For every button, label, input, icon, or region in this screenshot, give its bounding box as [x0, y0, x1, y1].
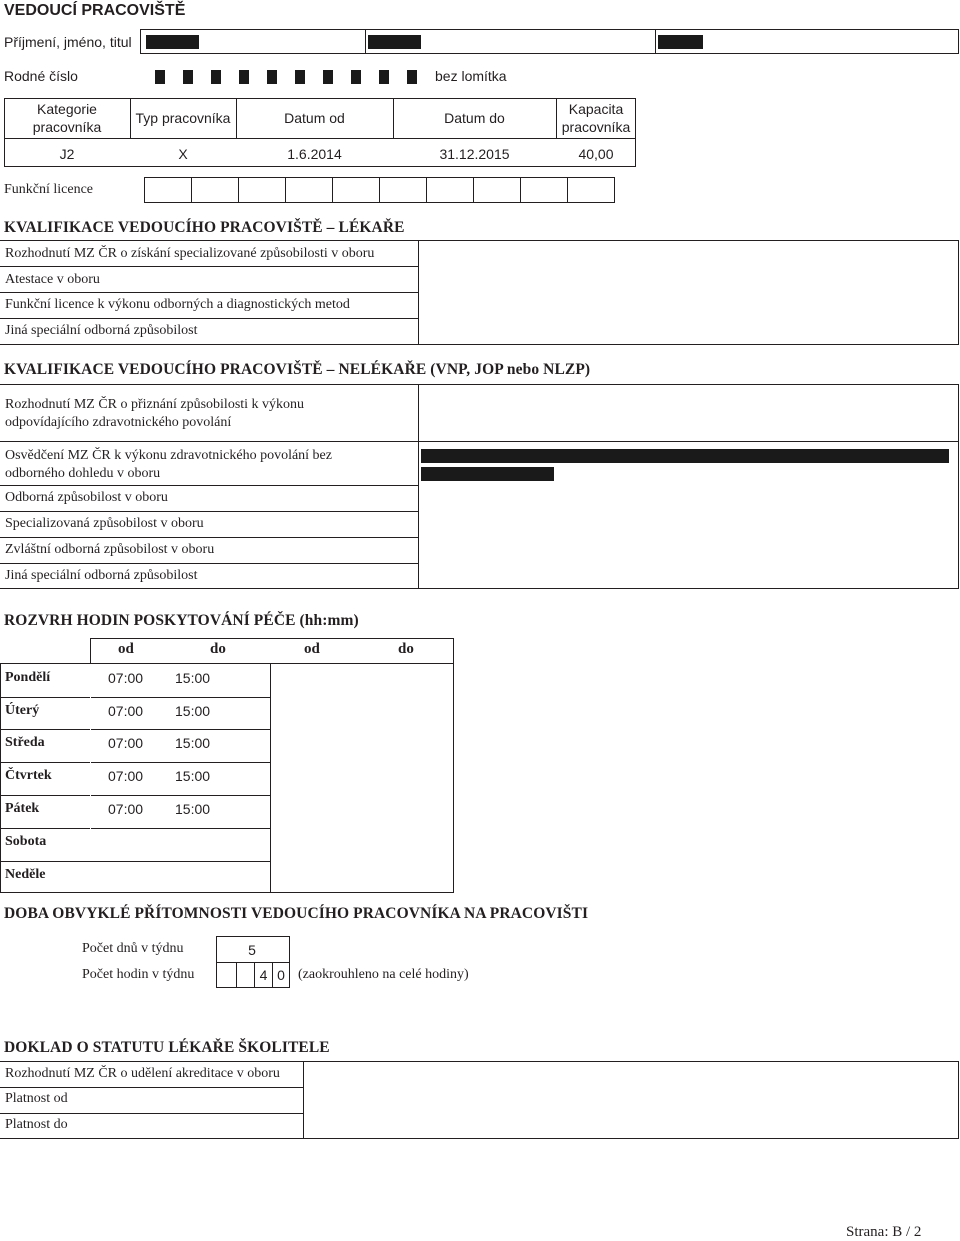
time-to: 15:00 [175, 670, 211, 686]
hours-note: (zaokrouhleno na celé hodiny) [298, 967, 469, 982]
days-value: 5 [248, 942, 256, 958]
redacted-field-b [421, 467, 554, 481]
physician-row-2: Atestace v oboru [5, 272, 100, 287]
header-type: Typ pracovníka [135, 110, 231, 126]
redacted-birth-digit [239, 70, 249, 84]
redacted-birth-digit [407, 70, 417, 84]
nonphysician-row-2b: odborného dohledu v oboru [5, 466, 161, 481]
redacted-birth-digit [211, 70, 221, 84]
redacted-birth-digit [351, 70, 361, 84]
time-from: 07:00 [108, 801, 144, 817]
col-od-2: od [304, 641, 320, 657]
page-number: Strana: B / 2 [846, 1224, 922, 1240]
redacted-birth-digit [183, 70, 193, 84]
name-label: Příjmení, jméno, titul [4, 34, 132, 50]
col-od-1: od [118, 641, 134, 657]
birth-note: bez lomítka [435, 68, 507, 84]
license-box[interactable] [379, 177, 427, 203]
day-name: Čtvrtek [5, 768, 52, 783]
redacted-birth-digit [155, 70, 165, 84]
nonphysician-row-3: Odborná způsobilost v oboru [5, 490, 168, 505]
schedule-table [0, 638, 454, 893]
time-to: 15:00 [175, 703, 211, 719]
physician-row-4: Jiná speciální odborná způsobilost [5, 323, 198, 338]
redacted-field-a [421, 449, 949, 463]
redacted-birth-digit [379, 70, 389, 84]
redacted-surname [146, 35, 199, 49]
license-box[interactable] [238, 177, 286, 203]
cell-date-from: 1.6.2014 [287, 146, 342, 162]
physician-section-title: KVALIFIKACE VEDOUCÍHO PRACOVIŠTĚ – LÉKAŘE [4, 219, 405, 236]
day-name: Úterý [5, 703, 40, 718]
nonphysician-row-5: Zvláštní odborná způsobilost v oboru [5, 542, 215, 557]
license-box[interactable] [332, 177, 380, 203]
schedule-header [92, 641, 456, 661]
trainer-section-title: DOKLAD O STATUTU LÉKAŘE ŠKOLITELE [4, 1039, 330, 1056]
day-name: Neděle [5, 867, 46, 882]
license-box[interactable] [285, 177, 333, 203]
trainer-row-1: Rozhodnutí MZ ČR o udělení akreditace v oboru [5, 1066, 280, 1081]
time-from: 07:00 [108, 735, 144, 751]
time-to: 15:00 [175, 768, 211, 784]
nonphysician-row-1b: odpovídajícího zdravotnického povolání [5, 415, 232, 430]
cell-capacity: 40,00 [578, 146, 614, 162]
time-from: 07:00 [108, 768, 144, 784]
time-to: 15:00 [175, 735, 211, 751]
cell-type: X [178, 146, 188, 162]
day-name: Pátek [5, 801, 40, 816]
day-name: Pondělí [5, 670, 51, 685]
name-field[interactable] [140, 29, 959, 54]
license-box[interactable] [567, 177, 615, 203]
hours-label: Počet hodin v týdnu [82, 967, 195, 982]
time-from: 07:00 [108, 670, 144, 686]
nonphysician-row-4: Specializovaná způsobilost v oboru [5, 516, 204, 531]
cell-date-to: 31.12.2015 [439, 146, 510, 162]
hours-digit-box[interactable] [216, 962, 237, 988]
birth-label: Rodné číslo [4, 68, 78, 84]
presence-section-title: DOBA OBVYKLÉ PŘÍTOMNOSTI VEDOUCÍHO PRACOVNÍKA NA PRACOVIŠTI [4, 905, 589, 922]
license-label: Funkční licence [4, 182, 94, 197]
section-title-head: VEDOUCÍ PRACOVIŠTĚ [4, 2, 186, 19]
redacted-birth-digit [267, 70, 277, 84]
license-box[interactable] [191, 177, 239, 203]
col-do-2: do [398, 641, 414, 657]
time-from: 07:00 [108, 703, 144, 719]
license-box[interactable] [426, 177, 474, 203]
header-category: Kategorie pracovníka [32, 101, 102, 135]
nonphysician-section-title: KVALIFIKACE VEDOUCÍHO PRACOVIŠTĚ – NELÉKAŘE (VNP, JOP nebo NLZP) [4, 361, 591, 378]
redacted-birth-digit [323, 70, 333, 84]
col-do-1: do [210, 641, 226, 657]
hours-digit-box[interactable]: 0 [272, 962, 290, 988]
time-to: 15:00 [175, 801, 211, 817]
nonphysician-row-6: Jiná speciální odborná způsobilost [5, 568, 198, 583]
physician-row-3: Funkční licence k výkonu odborných a diagnostických metod [5, 297, 350, 312]
trainer-row-3: Platnost do [5, 1117, 68, 1132]
day-name: Středa [5, 735, 45, 750]
nonphysician-row-1a: Rozhodnutí MZ ČR o přiznání způsobilosti k výkonu [5, 397, 305, 412]
redacted-birth-digit [295, 70, 305, 84]
nonphysician-row-2a: Osvědčení MZ ČR k výkonu zdravotnického povolání bez [5, 448, 332, 463]
hours-digit-box[interactable] [236, 962, 255, 988]
header-date-from: Datum od [284, 110, 345, 126]
header-date-to: Datum do [444, 110, 505, 126]
license-box[interactable] [520, 177, 568, 203]
hours-digit-box[interactable]: 4 [254, 962, 273, 988]
schedule-section-title: ROZVRH HODIN POSKYTOVÁNÍ PÉČE (hh:mm) [4, 612, 359, 629]
physician-row-1: Rozhodnutí MZ ČR o získání specializované způsobilosti v oboru [5, 246, 375, 261]
day-name: Sobota [5, 834, 47, 849]
cell-category: J2 [59, 146, 75, 162]
license-box[interactable] [144, 177, 192, 203]
trainer-row-2: Platnost od [5, 1091, 68, 1106]
days-label: Počet dnů v týdnu [82, 941, 184, 956]
redacted-title [658, 35, 703, 49]
redacted-firstname [368, 35, 421, 49]
license-box[interactable] [473, 177, 521, 203]
header-capacity: Kapacita pracovníka [561, 101, 631, 135]
